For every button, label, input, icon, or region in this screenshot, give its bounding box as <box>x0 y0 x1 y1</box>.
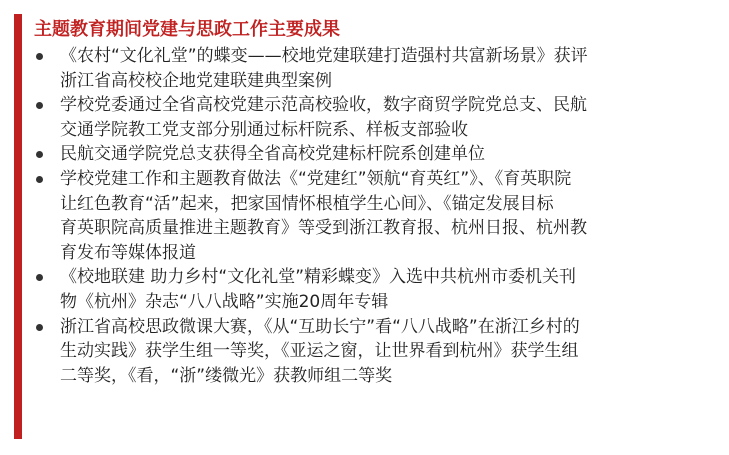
achievement-text-line: 生动实践》获学生组一等奖，《亚运之窗，让世界看到杭州》获学生组 <box>60 341 579 362</box>
achievement-item <box>34 93 718 142</box>
bullet-icon <box>36 53 43 60</box>
achievement-text-line: 《校地联建 助力乡村“文化礼堂”精彩蝶变》入选中共杭州市委机关刊 <box>60 267 577 288</box>
achievement-item <box>34 167 718 265</box>
bullet-icon <box>36 102 43 109</box>
achievement-text-line: 二等奖，《看，“浙”缕微光》获教师组二等奖 <box>60 365 393 386</box>
achievement-text-line: 浙江省高校校企地党建联建典型案例 <box>60 70 332 91</box>
achievement-item <box>34 44 718 93</box>
achievement-text-line: 育发布等媒体报道 <box>60 242 196 263</box>
section-title: 主题教育期间党建与思政工作主要成果 <box>34 19 340 40</box>
achievement-text-line: 学校党建工作和主题教育做法《“党建红”领航“育英红”》、《育英职院 <box>60 168 572 189</box>
achievement-text-line: 民航交通学院党总支获得全省高校党建标杆院系创建单位 <box>60 144 485 165</box>
bullet-icon <box>36 176 43 183</box>
achievement-list <box>34 44 718 388</box>
achievement-text-line: 物《杭州》杂志“八八战略”实施20周年专辑 <box>60 291 389 312</box>
achievements-section <box>34 16 718 388</box>
achievement-text-line: 育英职院高质量推进主题教育》等受到浙江教育报、杭州日报、杭州教 <box>60 218 587 239</box>
bullet-icon <box>36 151 43 158</box>
achievement-text-line: 学校党委通过全省高校党建示范高校验收，数字商贸学院党总支、民航 <box>60 95 587 116</box>
bullet-icon <box>36 274 43 281</box>
achievement-text-line: 让红色教育“活”起来，把家国情怀根植学生心间》、《锚定发展目标 <box>60 193 554 214</box>
achievement-text-line: 《农村“文化礼堂”的蝶变——校地党建联建打造强村共富新场景》获评 <box>60 46 588 66</box>
achievement-item <box>34 142 718 167</box>
achievement-item <box>34 265 718 314</box>
achievement-text-line: 浙江省高校思政微课大赛，《从“互助长宁”看“八八战略”在浙江乡村的 <box>60 316 580 337</box>
achievement-item <box>34 315 718 389</box>
achievement-text-line: 交通学院教工党支部分别通过标杆院系、样板支部验收 <box>60 119 468 140</box>
bullet-icon <box>36 324 43 331</box>
accent-bar <box>14 14 22 439</box>
